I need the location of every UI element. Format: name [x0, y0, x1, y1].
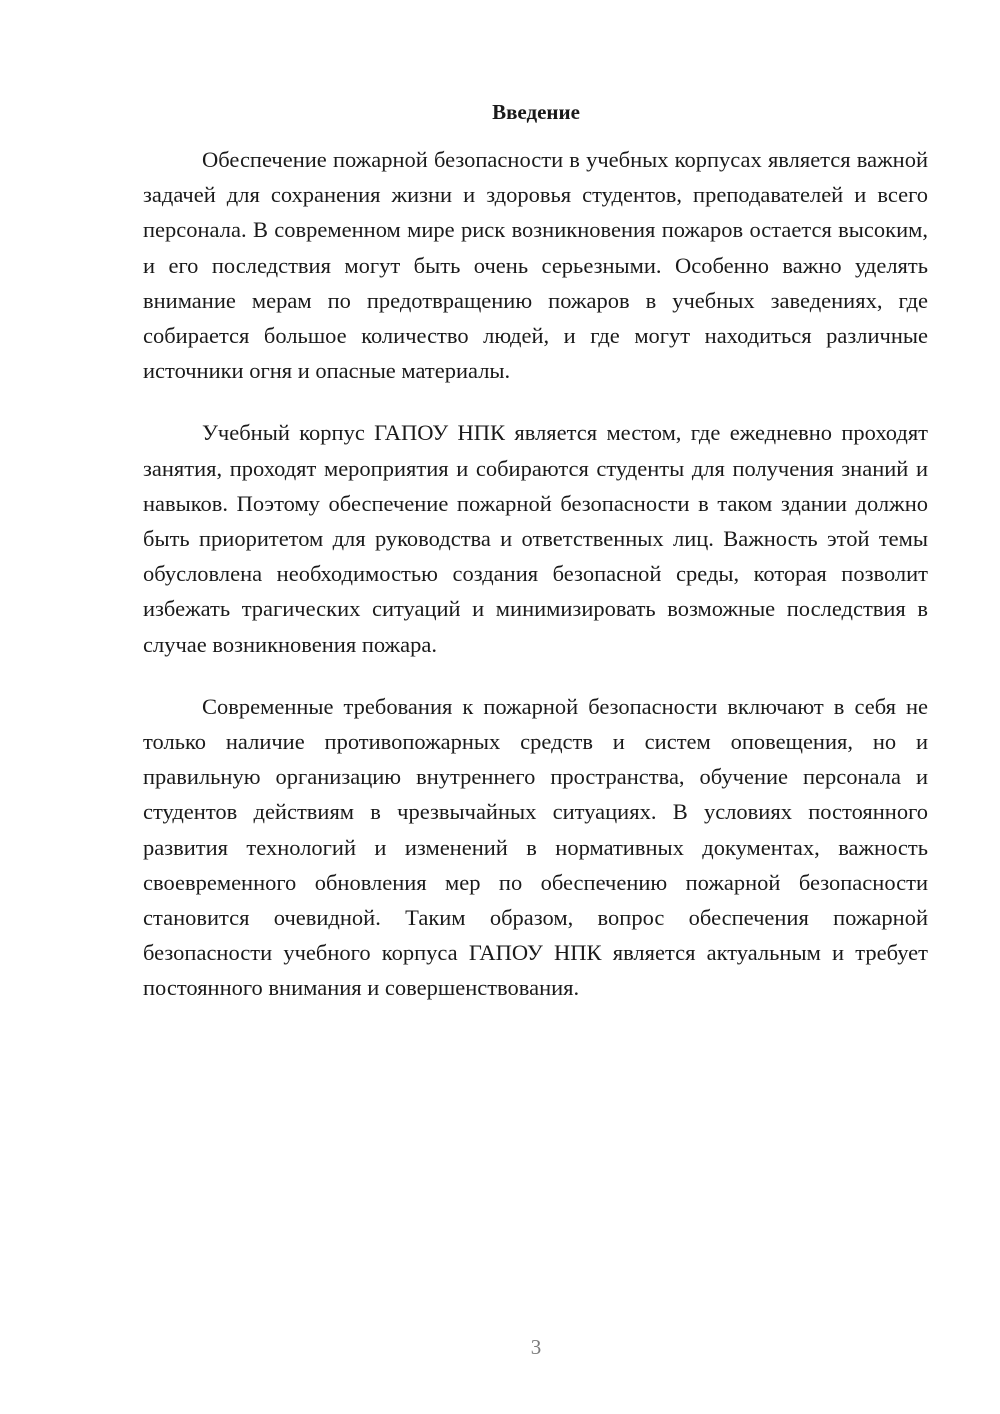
body-text: [143, 142, 928, 1033]
paragraph-3: Современные требования к пожарной безопасности включают в себя не только наличие противопожарных средств и систем оповещения, но и правильную организацию внутреннего пространства, обучение персонала и студентов действиям в чрезвычайных ситуациях. В условиях постоянного развития технологий и изменений в нормативных документах, важность своевременного обновления мер по обеспечению пожарной безопасности становится очевидной. Таким образом, вопрос обеспечения пожарной безопасности учебного корпуса ГАПОУ НПК является актуальным и требует постоянного внимания и совершенствования.: [143, 693, 928, 1001]
page-number: 3: [530, 1335, 542, 1359]
section-heading: Введение: [492, 100, 580, 124]
paragraph-1: Обеспечение пожарной безопасности в учебных корпусах является важной задачей для сохранения жизни и здоровья студентов, преподавателей и всего персонала. В современном мире риск возникновения пожаров остается высоким, и его последствия могут быть очень серьезными. Особенно важно уделять внимание мерам по предотвращению пожаров в учебных заведениях, где собирается большое количество людей, и где могут находиться различные источники огня и опасные материалы.: [143, 147, 928, 384]
paragraph-2: Учебный корпус ГАПОУ НПК является местом, где ежедневно проходят занятия, проходят мероприятия и собираются студенты для получения знаний и навыков. Поэтому обеспечение пожарной безопасности в таком здании должно быть приоритетом для руководства и ответственных лиц. Важность этой темы обусловлена необходимостью создания безопасной среды, которая позволит избежать трагических ситуаций и минимизировать возможные последствия в случае возникновения пожара.: [143, 420, 928, 657]
